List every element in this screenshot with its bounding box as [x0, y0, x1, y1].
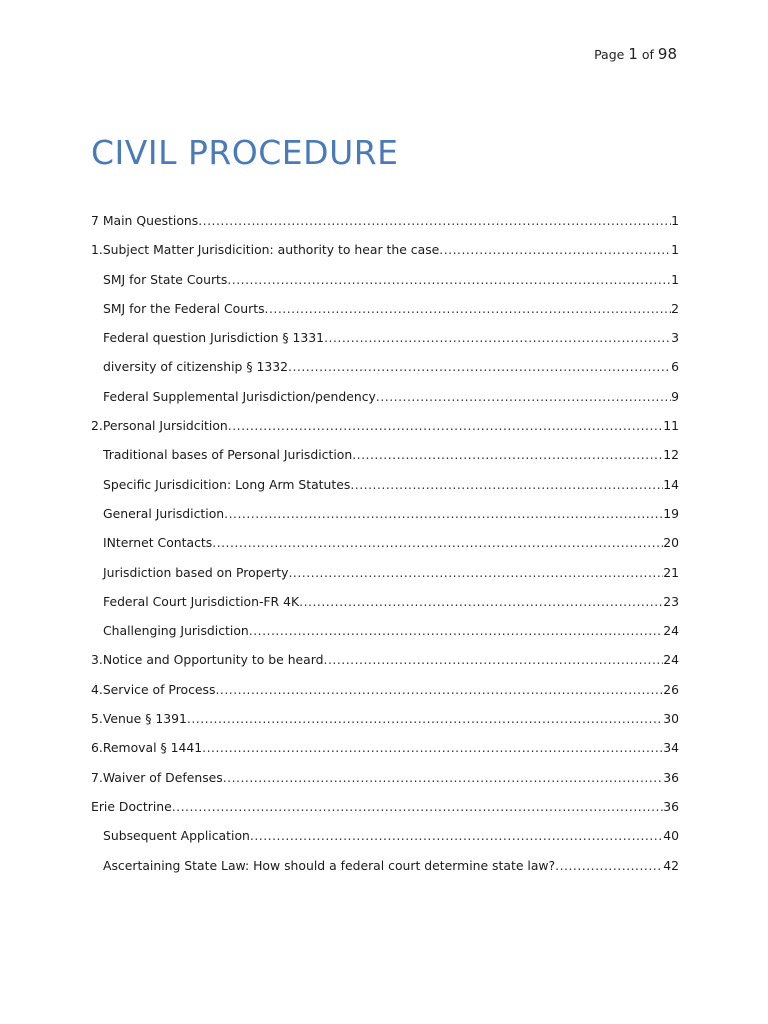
toc-entry[interactable]	[91, 770, 679, 799]
toc-entry-page: 20	[663, 535, 679, 551]
toc-entry-text: Challenging Jurisdiction	[103, 623, 249, 639]
toc-leader-dots	[324, 330, 671, 345]
toc-entry-text: 7.Waiver of Defenses	[91, 769, 223, 785]
toc-entry-text: 2.Personal Jursidcition	[91, 418, 228, 434]
toc-leader-dots	[352, 447, 663, 462]
toc-entry[interactable]	[91, 301, 679, 330]
toc-entry[interactable]	[91, 682, 679, 711]
toc-entry[interactable]	[91, 389, 679, 418]
toc-entry-text: 3.Notice and Opportunity to be heard	[91, 652, 324, 668]
toc-leader-dots	[202, 740, 663, 755]
toc-entry-page: 6	[671, 359, 679, 375]
table-of-contents	[91, 213, 679, 887]
toc-entry-page: 12	[663, 447, 679, 463]
toc-entry-text: 1.Subject Matter Jurisdicition: authority to hear the case	[91, 242, 440, 258]
toc-leader-dots	[350, 477, 663, 492]
toc-entry-text: Traditional bases of Personal Jurisdiction	[103, 447, 353, 463]
toc-entry-page: 21	[663, 564, 679, 580]
toc-entry-page: 24	[663, 652, 679, 668]
toc-entry-text: General Jurisdiction	[103, 505, 225, 521]
toc-entry-page: 1	[671, 242, 679, 258]
toc-entry-page: 36	[663, 769, 679, 785]
toc-leader-dots	[215, 682, 663, 697]
toc-entry-text: 4.Service of Process	[91, 681, 216, 697]
toc-entry-text: 5.Venue § 1391	[91, 711, 187, 727]
page-word: Page	[594, 47, 625, 62]
toc-entry-page: 1	[671, 213, 679, 228]
toc-entry[interactable]	[91, 242, 679, 271]
toc-entry-page: 23	[663, 593, 679, 609]
page-total: 98	[657, 45, 677, 63]
toc-leader-dots	[227, 272, 671, 287]
document-title: CIVIL PROCEDURE	[91, 133, 399, 172]
toc-leader-dots	[187, 711, 663, 726]
toc-entry-page: 26	[663, 681, 679, 697]
toc-leader-dots	[288, 565, 663, 580]
toc-leader-dots	[224, 506, 663, 521]
toc-entry-page: 9	[671, 388, 679, 404]
toc-entry-text: 6.Removal § 1441	[91, 740, 203, 756]
toc-entry[interactable]	[91, 799, 679, 828]
toc-entry-page: 11	[663, 418, 679, 434]
toc-entry-page: 42	[663, 857, 679, 873]
toc-entry-page: 30	[663, 711, 679, 727]
toc-entry-text: SMJ for State Courts	[103, 271, 228, 287]
toc-entry-page: 14	[663, 476, 679, 492]
toc-entry-text: Federal Court Jurisdiction-FR 4K	[103, 593, 300, 609]
toc-entry-text: Subsequent Application	[103, 828, 250, 844]
page-number	[594, 45, 677, 63]
toc-leader-dots	[172, 799, 663, 814]
toc-leader-dots	[265, 301, 672, 316]
toc-leader-dots	[376, 389, 671, 404]
toc-leader-dots	[299, 594, 663, 609]
toc-entry-text: Erie Doctrine	[91, 798, 172, 814]
toc-entry-page: 36	[663, 798, 679, 814]
toc-entry-text: Federal question Jurisdiction § 1331	[103, 330, 325, 346]
toc-leader-dots	[249, 623, 663, 638]
toc-entry[interactable]	[91, 652, 679, 681]
toc-entry-text: SMJ for the Federal Courts	[103, 300, 265, 316]
toc-entry-page: 2	[671, 300, 679, 316]
toc-entry[interactable]	[91, 711, 679, 740]
toc-entry-text: Jurisdiction based on Property	[103, 564, 289, 580]
toc-entry-page: 34	[663, 740, 679, 756]
toc-entry[interactable]	[91, 858, 679, 887]
toc-entry[interactable]	[91, 828, 679, 857]
toc-entry-page: 24	[663, 623, 679, 639]
toc-entry-page: 1	[671, 271, 679, 287]
page-current: 1	[628, 45, 638, 63]
toc-entry-page: 40	[663, 828, 679, 844]
toc-entry-page: 3	[671, 330, 679, 346]
toc-leader-dots	[555, 858, 663, 873]
toc-entry[interactable]	[91, 272, 679, 301]
toc-leader-dots	[250, 828, 663, 843]
toc-entry-text: Ascertaining State Law: How should a federal court determine state law?	[103, 857, 556, 873]
toc-leader-dots	[288, 359, 671, 374]
toc-leader-dots	[212, 535, 663, 550]
toc-entry-page: 19	[663, 505, 679, 521]
toc-entry[interactable]	[91, 359, 679, 388]
toc-entry-text: diversity of citizenship § 1332	[103, 359, 289, 375]
toc-entry[interactable]	[91, 740, 679, 769]
toc-entry[interactable]	[91, 477, 679, 506]
toc-entry[interactable]	[91, 447, 679, 476]
toc-leader-dots	[439, 242, 671, 257]
page-of: of	[641, 47, 654, 62]
toc-entry[interactable]	[91, 594, 679, 623]
toc-leader-dots	[198, 213, 671, 228]
toc-leader-dots	[324, 652, 664, 667]
toc-entry[interactable]	[91, 213, 679, 242]
toc-entry[interactable]	[91, 418, 679, 447]
toc-entry-text: Specific Jurisdicition: Long Arm Statutes	[103, 476, 351, 492]
toc-entry[interactable]	[91, 565, 679, 594]
toc-entry[interactable]	[91, 535, 679, 564]
toc-entry[interactable]	[91, 330, 679, 359]
toc-leader-dots	[228, 418, 663, 433]
toc-entry[interactable]	[91, 623, 679, 652]
toc-leader-dots	[223, 770, 663, 785]
toc-entry-text: INternet Contacts	[103, 535, 213, 551]
toc-entry-text: Federal Supplemental Jurisdiction/pendency	[103, 388, 376, 404]
toc-entry[interactable]	[91, 506, 679, 535]
toc-entry-text: 7 Main Questions	[91, 213, 199, 228]
